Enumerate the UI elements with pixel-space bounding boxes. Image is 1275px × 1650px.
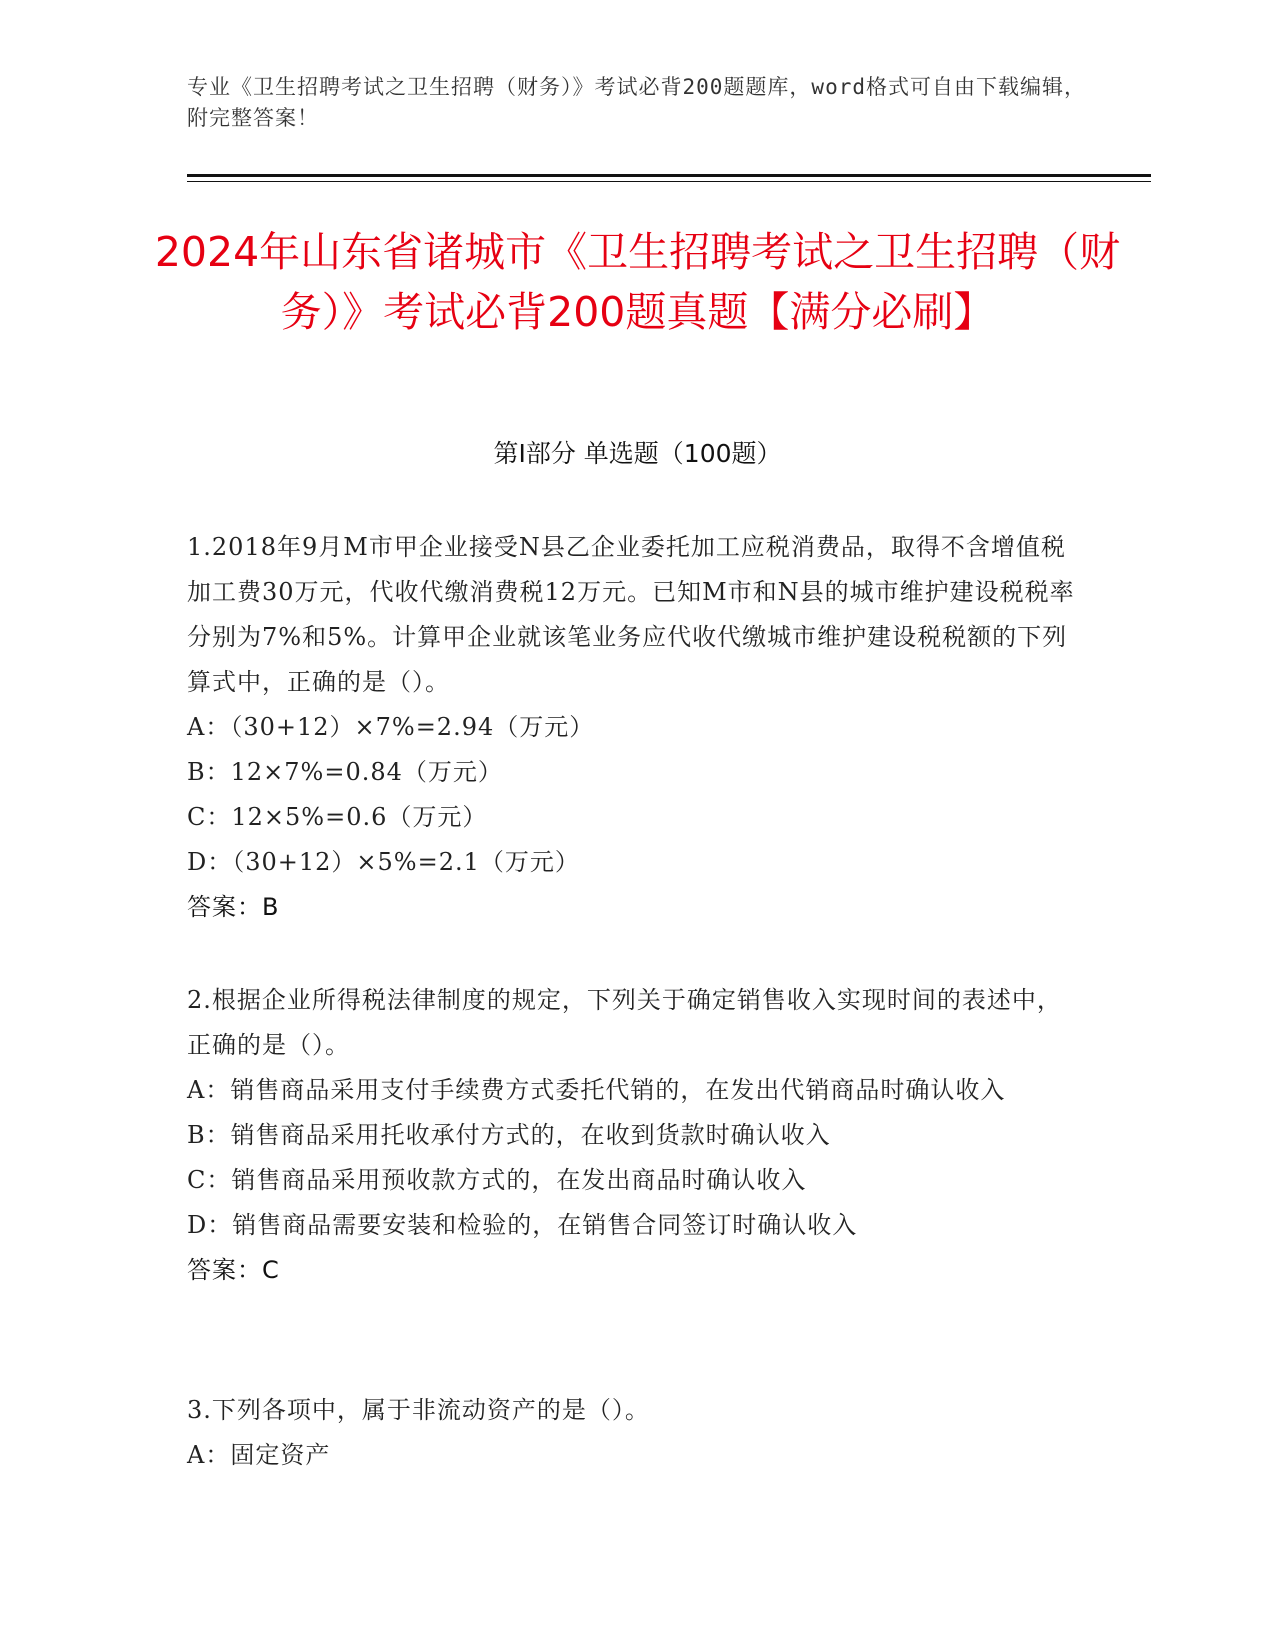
option-d: D：销售商品需要安装和检验的，在销售合同签订时确认收入 [187, 1211, 858, 1239]
question-1 [187, 525, 1077, 930]
question-stem: 2.根据企业所得税法律制度的规定，下列关于确定销售收入实现时间的表述中，正确的是（）。 [187, 986, 1062, 1059]
option-b: B：销售商品采用托收承付方式的，在收到货款时确认收入 [187, 1121, 831, 1149]
option-a: A：（30+12）×7%=2.94（万元） [187, 713, 595, 741]
question-stem: 3.下列各项中，属于非流动资产的是（）。 [187, 1396, 650, 1424]
question-2 [187, 978, 1077, 1293]
answer-line: 答案：B [187, 893, 280, 921]
document-title: 2024年山东省诸城市《卫生招聘考试之卫生招聘（财务）》考试必背200题真题【满分必刷】 [154, 228, 1121, 336]
answer-line: 答案：C [187, 1256, 280, 1284]
section-title: 第I部分 单选题（100题） [493, 439, 782, 468]
question-stem: 1.2018年9月M市甲企业接受N县乙企业委托加工应税消费品，取得不含增值税加工费30万元，代收代缴消费税12万元。已知M市和N县的城市维护建设税税率分别为7%和5%。计算甲企业就该笔业务应代收代缴城市维护建设税税额的下列算式中，正确的是（）。 [187, 533, 1075, 696]
header-note: 专业《卫生招聘考试之卫生招聘（财务）》考试必背200题题库，word格式可自由下载编辑，附完整答案！ [187, 75, 1086, 130]
option-a: A：固定资产 [187, 1441, 331, 1469]
option-c: C：12×5%=0.6（万元） [187, 803, 488, 831]
header-divider-thick [187, 174, 1151, 177]
option-d: D：（30+12）×5%=2.1（万元） [187, 848, 580, 876]
option-c: C：销售商品采用预收款方式的，在发出商品时确认收入 [187, 1166, 807, 1194]
question-3 [187, 1388, 1077, 1478]
option-b: B：12×7%=0.84（万元） [187, 758, 503, 786]
option-a: A：销售商品采用支付手续费方式委托代销的，在发出代销商品时确认收入 [187, 1076, 1006, 1104]
header-divider-thin [187, 181, 1151, 182]
